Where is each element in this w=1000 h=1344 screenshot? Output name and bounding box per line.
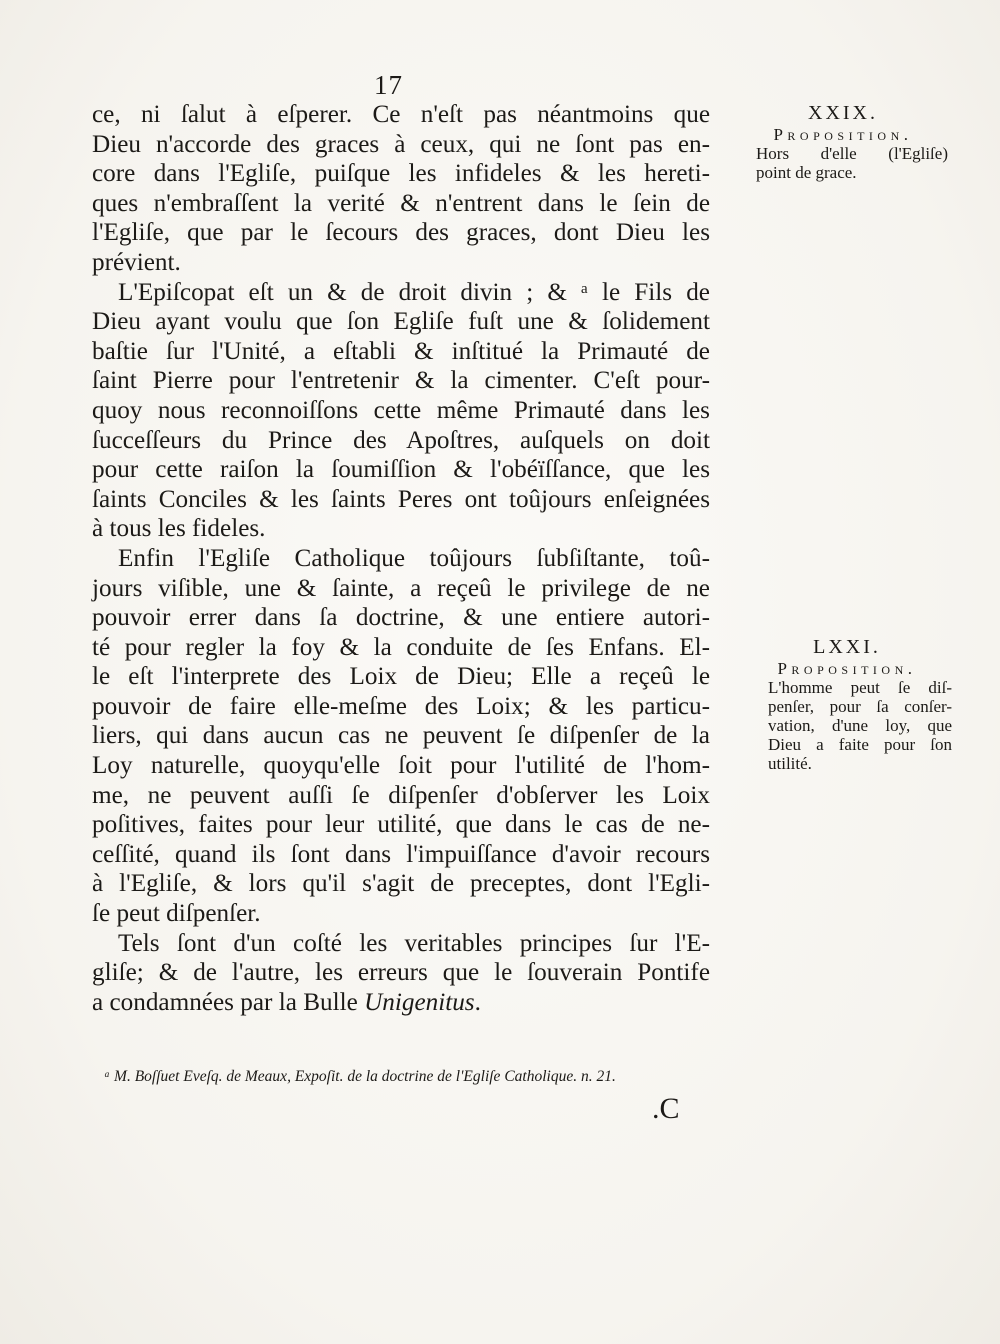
main-text (92, 100, 710, 1017)
text-line: prévient. (92, 248, 181, 276)
text-line: ceſſité, quand ils ſont dans l'impuiſſance d'avoir recours (92, 840, 710, 868)
signature-mark: .C (652, 1092, 680, 1125)
text-line: gliſe; & de l'autre, les erreurs que le ſouverain Pontife (92, 959, 710, 987)
text-line: ques n'embraſſent la verité & n'entrent dans le ſein de (92, 189, 710, 217)
text-line: ſe peut diſpenſer. (92, 900, 261, 928)
margin-note-body (738, 144, 948, 182)
margin-note-line: L'homme peut ſe diſ- (768, 678, 952, 697)
text-line: L'Epiſcopat eſt un & de droit divin ; & ᵃ le Fils de (118, 278, 710, 306)
text-line: pouvoir errer dans ſa doctrine, & une entiere autori- (92, 604, 710, 632)
text-line: Loy naturelle, quoyqu'elle ſoit pour l'utilité de l'hom- (92, 752, 710, 780)
text-line: ce, ni ſalut à eſperer. Ce n'eſt pas néantmoins que (92, 101, 710, 128)
text-line: à l'Egliſe, & lors qu'il s'agit de preceptes, dont l'Egli- (92, 870, 710, 898)
text-line-final (92, 988, 710, 1018)
text-line: ſaints Conciles & les ſaints Peres ont toûjours enſeignées (92, 485, 710, 513)
margin-note-line: utilité. (768, 754, 812, 773)
text-line: pour cette raiſon la ſoumiſſion & l'obéïſſance, que les (92, 456, 710, 484)
text-line: ſaint Pierre pour l'entretenir & la cimenter. C'eſt pour- (92, 367, 710, 395)
text-line: baſtie ſur l'Unité, a eſtabli & inſtitué la Primauté de (92, 337, 710, 365)
text-line: me, ne peuvent auſſi ſe diſpenſer d'obſerver les Loix (92, 781, 710, 809)
margin-note-71 (742, 638, 952, 773)
margin-note-line: vation, d'une loy, que (768, 716, 952, 735)
margin-note-number: LXXI. (813, 636, 881, 658)
text-line: quoy nous reconnoiſſons cette même Primauté dans les (92, 396, 710, 424)
text-line: Dieu ayant voulu que ſon Egliſe fuſt une & ſolidement (92, 308, 710, 336)
text-segment: a condamnées par la Bulle (92, 988, 365, 1016)
text-line: le eſt l'interprete des Loix de Dieu; Elle a reçeû le (92, 663, 710, 691)
text-line: pouvoir de faire elle-meſme des Loix; & les particu- (92, 692, 710, 720)
text-line: core dans l'Egliſe, puiſque les infideles & les hereti- (92, 160, 710, 188)
margin-note-line: penſer, pour ſa conſer- (768, 697, 952, 716)
text-line: Enfin l'Egliſe Catholique toûjours ſubſiſtante, toû- (118, 544, 710, 572)
text-line: Tels ſont d'un coſté les veritables principes ſur l'E- (118, 929, 710, 957)
margin-note-body (742, 678, 952, 773)
text-line: té pour regler la foy & la conduite de ſes Enfans. El- (92, 633, 710, 661)
text-line: l'Egliſe, que par le ſecours des graces, dont Dieu les (92, 219, 710, 247)
margin-note-line: point de grace. (756, 163, 857, 182)
margin-note-line: Hors d'elle (l'Egliſe) (756, 144, 948, 163)
text-line: poſitives, faites pour leur utilité, que dans le cas de ne- (92, 811, 710, 839)
text-line: Dieu n'accorde des graces à ceux, qui ne ſont pas en- (92, 130, 710, 158)
margin-note-heading: Proposition. (777, 659, 917, 678)
margin-note-line: Dieu a faite pour ſon (768, 735, 952, 754)
margin-note-29 (738, 104, 948, 182)
text-line: à tous les fideles. (92, 515, 266, 543)
text-segment: . (474, 988, 481, 1016)
margin-note-heading: Proposition. (773, 125, 913, 144)
text-line: jours viſible, une & ſainte, a reçeû le privilege de ne (92, 574, 710, 602)
margin-note-number: XXIX. (808, 102, 878, 124)
text-line: liers, qui dans aucun cas ne peuvent ſe diſpenſer de la (92, 722, 710, 750)
bull-name: Unigenitus (364, 988, 475, 1016)
footnote: ᵃ M. Boſſuet Eveſq. de Meaux, Expoſit. de la doctrine de l'Egliſe Catholique. n. 21. (104, 1068, 616, 1085)
page-number: 17 (374, 70, 403, 100)
text-line: ſucceſſeurs du Prince des Apoſtres, auſquels on doit (92, 426, 710, 454)
